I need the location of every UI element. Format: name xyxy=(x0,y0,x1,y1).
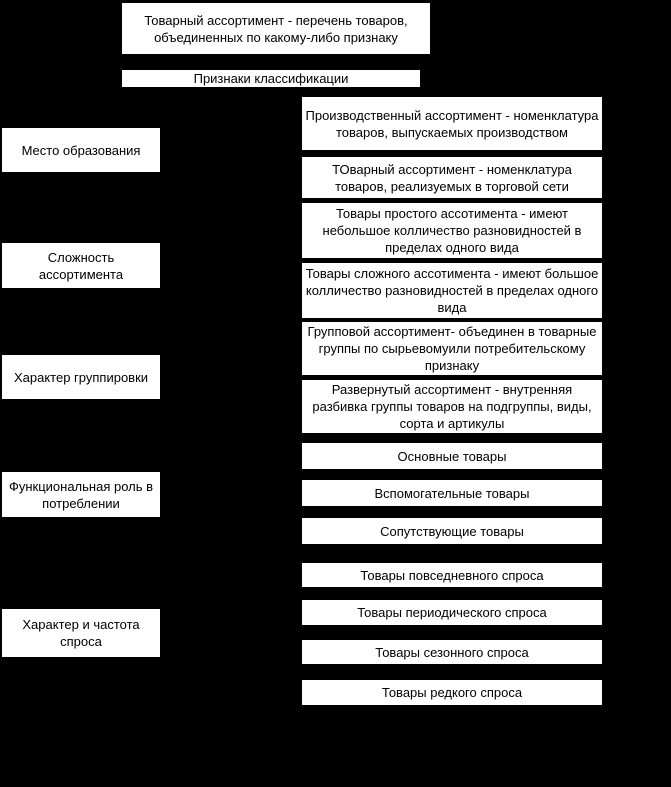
definition-box-main-goods: Основные товары xyxy=(302,443,602,469)
diagram-title-box: Товарный ассортимент - перечень товаров, объединенных по какому-либо признаку xyxy=(122,3,430,54)
definition-box-auxiliary-goods: Вспомогательные товары xyxy=(302,480,602,506)
definition-box-seasonal-demand-goods: Товары сезонного спроса xyxy=(302,640,602,664)
category-box-functional-role: Функциональная роль в потреблении xyxy=(2,472,160,517)
definition-box-trade-assortment: ТОварный ассортимент - номенклатура товаров, реализуемых в торговой сети xyxy=(302,157,602,198)
classification-header-box: Признаки классификации xyxy=(122,70,420,87)
definition-box-rare-demand-goods: Товары редкого спроса xyxy=(302,680,602,705)
definition-box-simple-assortment: Товары простого ассотимента - имеют небольшое колличество разновидностей в пределах одного вида xyxy=(302,203,602,258)
definition-box-production-assortment: Производственный ассортимент - номенклатура товаров, выпускаемых производством xyxy=(302,97,602,150)
category-box-grouping-character: Характер группировки xyxy=(2,355,160,399)
definition-box-periodic-demand-goods: Товары периодического спроса xyxy=(302,600,602,625)
definition-box-everyday-demand-goods: Товары повседневного спроса xyxy=(302,563,602,587)
definition-box-related-goods: Сопутствующие товары xyxy=(302,518,602,544)
category-box-place-of-formation: Место образования xyxy=(2,128,160,172)
definition-box-expanded-assortment: Развернутый ассортимент - внутренняя разбивка группы товаров на подгруппы, виды, сорта и артикулы xyxy=(302,380,602,433)
definition-box-group-assortment: Групповой ассортимент- объединен в товарные группы по сырьевомуили потребительскому признаку xyxy=(302,322,602,375)
category-box-assortment-complexity: Сложность ассортимента xyxy=(2,243,160,288)
category-box-demand-character: Характер и частота спроса xyxy=(2,609,160,657)
definition-box-complex-assortment: Товары сложного ассотимента - имеют большое колличество разновидностей в пределах одного вида xyxy=(302,263,602,318)
